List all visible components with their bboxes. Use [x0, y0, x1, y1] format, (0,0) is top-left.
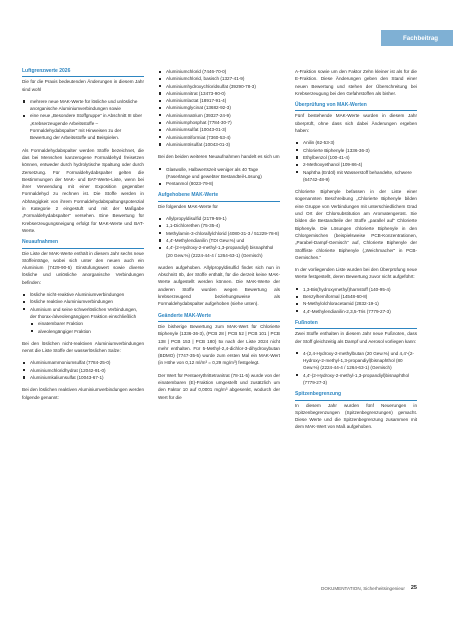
- list-item: Allylpropyldisulfid (2179-59-1): [158, 215, 280, 222]
- list-item: Aluminiumlactat (18917-91-4): [158, 97, 280, 104]
- page-number: 25: [410, 585, 417, 591]
- list-item: Aluminiumnatrium (39327-24-9): [158, 112, 280, 119]
- list-item: Naphtha (Erdöl) mit Wasserstoff behandelte, schwere (64742-48-9): [295, 169, 417, 184]
- heading-geaenderte-mak-werte: Geänderte MAK-Werte: [158, 313, 280, 322]
- paragraph: Der Wert für Pentaerythrittetranitrat (78-11-5) wurde von der einatembaren (E)-Fraktion umgestellt und zusätzlich um den Faktor 10 auf 0,0001 mg/m³ abgesenkt, wodurch der Wert für die: [158, 372, 280, 400]
- sub-list-item: alveolengängiger Fraktion: [22, 328, 144, 335]
- page-footer: [321, 585, 417, 591]
- list-item: Aluminium und seine schwerlöslichen Verbindungen, der thorax-/alveolengängigen Fraktion einschließlich: [22, 306, 144, 321]
- section-tab: [381, 30, 453, 46]
- bullet-list: [295, 139, 417, 183]
- list-item: Aluminiumnitrat (13473-90-0): [158, 90, 280, 97]
- paragraph: Als Formaldehydabspalter werden Stoffe bezeichnet, die das bei Menschen kanzerogene Formaldehyd freisetzen können, entweder durch hydrolytische Spaltung oder durch Zersetzung. Für Formaldehydabspalter gelten die Bestimmungen der MAK- und BAT-Werte-Liste, wenn bei ihrer Verwendung mit einer Exposition gegenüber Formaldehyd zu rechnen ist. Die Stoffe werden in Abhängigkeit von ihrem Formaldehydabspaltungspotenzial in Kategorie 2 eingestuft und mit der Maßgabe „Formaldehydabspalter“ versehen. Eine Bewertung für Krebserzeugungsneigung erfolgt für MAK-Werte und BAT-Werte.: [22, 147, 144, 233]
- bullet-list: [158, 68, 280, 148]
- list-item: Aluminiumtriformiat (7360-53-4): [158, 134, 280, 141]
- journal-name: DOKUMENTATION, Sicherheitsingenieur: [321, 585, 405, 591]
- heading-aufgehobene-mak-werte: Aufgehobene MAK-Werte: [158, 192, 280, 201]
- list-item: Methylamin-3-chlorallylchlorid (4080-31-3 / 51229-78-8): [158, 230, 280, 237]
- paragraph: Bei den löslichen nicht-reaktiven Aluminiumverbindungen nennt die Liste Stoffe der wasserlöslichen Salze:: [22, 340, 144, 354]
- paragraph: Chlorierte Biphenyle befassen in der Liste einer sogenannten Beschreibung „Chlorierte Biphenyle bilden eine Gruppe von Verbindungen mit unterschiedlichem Grad und Ort der Chlorsubstitution am Aromatengerüst. Sie bilden die Bestandteile der Stoffe „parallel auf“ Chlorierte Biphenyle. Die Lösungen chlorierte Biphenyle in den Chlorgemischen (beispielsweise PCB-Konzentrationen, „Parabel-Dampf-Gemisch“ auf, Chlorierte Biphenyle der Stoffliste chlorierte Biphenyle („Weichmacher“ in PCB-Gemischen.“: [295, 189, 417, 260]
- bullet-list: [22, 291, 144, 335]
- list-item: lösliche nicht-reaktive Aluminiumverbindungen: [22, 291, 144, 298]
- paragraph: Fünf bestehende MAK-Werte wurden in diesem Jahr überprüft, ohne dass sich dabei Änderungen ergeben haben:: [295, 113, 417, 134]
- paragraph: wurden aufgehoben. Allylpropyldisulfid findet sich nun in Abschnitt IIb, der Stoffe enthält, für die derzeit keine MAK-Werte aufgestellt werden können. Die MAK-Werte der anderen Stoffe wurden wegen Bewertung als krebserzeugend beziehungsweise als Formaldehydabspalter aufgehoben (siehe unten).: [158, 264, 280, 307]
- list-item: Aluminiumammoniumsulfat (7784-25-0): [22, 359, 144, 366]
- bullet-list: [158, 215, 280, 259]
- column-1: [22, 68, 144, 401]
- bullet-list: [22, 98, 144, 142]
- bullet-list: [22, 359, 144, 381]
- list-item: Pentanmol (8023-79-8): [158, 180, 280, 187]
- heading-fussnoten: Fußnoten: [295, 320, 417, 329]
- list-item: 4,4′-Methylendianilin (TDI Gew.%) und: [158, 237, 280, 244]
- paragraph: Die folgenden MAK-Werte für: [158, 203, 218, 209]
- list-item: Aluminiumtrisulfat (10043-01-3): [158, 141, 280, 148]
- paragraph: In der vorliegenden Liste wurden bei den Überprüfung neue Werte festgestellt, deren Bewertung zuvor nicht aufgeführt:: [295, 267, 417, 280]
- list-item: 1,1-Dichlorethen (75-35-4): [158, 222, 280, 229]
- paragraph: Die Liste der MAK-Werte enthält in diesem Jahr sechs neue Stoffeinträge, wobei sich unter den neuen auch ein Aluminium (7429-90-5) Einstufungswert sowie diverse lösliche und unlösliche anorganische Verbindungen befinden:: [22, 250, 144, 285]
- list-item: Aluminiumchlorid (7446-70-0): [158, 68, 280, 75]
- list-item: Aluminiumglycinat (13682-92-3): [158, 104, 280, 111]
- list-item: Benzylhemiformal (14548-60-8): [295, 293, 417, 300]
- heading-neuaufnahmen: Neuaufnahmen: [22, 239, 144, 248]
- heading-luftgrenzwerte: Luftgrenzwerte 2026: [22, 68, 144, 77]
- heading-spitzenbegrenzung: Spitzenbegrenzung: [295, 391, 417, 400]
- list-item: Ethylbenzol (100-41-4): [295, 154, 417, 161]
- list-item: eine neue „Besondere Stoffgruppe“ in Abschnitt III über „Krebserzeugende Arbeitsstoffe – Formaldehydabspalter“ mit Hinweisen zu der Bewertung der Arbeitsstoffe und Beispielen.: [22, 112, 144, 141]
- paragraph: Die bisherige Bewertung zum MAK-Wert für Chlorierte Biphenyle (1336-36-3), (PCB 28 | PCB 52 | PCB 101 | PCB 138 | PCB 153 | PCB 180) 5x nach der Liste 2024 nicht mehr enthalten. Für 5-Methyl-2,4-dichlor-3-dihydroxybutan (BDMO) (7747-35-5) wurde zum ersten Mal ein MAK-Wert (in Höhe von 0,12 ml/m³ = 0,29 mg/m³) festgelegt.: [158, 323, 280, 366]
- list-item: N-Methylolchloracetamid (2832-19-1): [295, 300, 417, 307]
- column-2: [158, 68, 280, 401]
- list-item: Anilin (62-53-3): [295, 139, 417, 146]
- list-item: Aluminiumhydroxychloridsulfat (39290-78-3): [158, 83, 280, 90]
- list-item: mehrere neue MAK-Werte für lösliche und unlösliche anorganische Aluminiumverbindungen sowie: [22, 98, 144, 113]
- paragraph: Die für die Praxis bedeutenden Änderungen in diesem Jahr sind wohl: [22, 79, 144, 92]
- list-item: Chlorierte Biphenyle (1336-36-3): [295, 147, 417, 154]
- paragraph: A-Fraktion sowie um den Faktor Zehn kleiner ist als für die E-Fraktion. Diese Änderungen geben den Stand einer neuen Bewertung und stehen der Überschreitung bei Krebserzeugung bei den Gefahrstoffen als bisher.: [295, 69, 417, 96]
- list-item: 1,3-Bis(hydroxymethyl)harnstoff (140-95-4): [295, 286, 417, 293]
- paragraph: Bei den löslichen reaktiven Aluminiumverbindungen werden folgende genannt:: [22, 387, 144, 400]
- section-tab-label: Fachbeitrag: [403, 34, 439, 42]
- paragraph: In diesem Jahr wurden fünf Neuerungen in Spitzenbegrenzungen (Spitzenbegrenzungen) gemacht. Diese Werte und die Spitzenbegrenzung zusammen mit dem MAK-Wert von Maß aufgehoben.: [295, 402, 417, 430]
- bullet-list: [295, 350, 417, 386]
- bullet-list: [158, 166, 280, 188]
- sub-list-item: einatembarer Fraktion: [22, 320, 144, 327]
- list-item: 4,4′-(2-Hydroxy-2-methyl-1,3-propandiyl) bisnaphthol (20 Gew.%) (2224-44-4 / 1264-63-1) (Gemisch): [158, 244, 280, 259]
- bullet-list: [295, 286, 417, 315]
- heading-ueberpruefung: Überprüfung von MAK-Werten: [295, 102, 417, 111]
- list-item: 4,4′-(2-Hydroxy-2-methyl-1,3-propandiyl)bisnaphthol (7779-27-3): [295, 372, 417, 387]
- list-item: 4-(2,4-Hydroxy-2-methylbutan (20 Gew.%) und 4,4′-(2-Hydroxy-2-methyl-1,3-propandiyl)bisnaphthol (80 Gew.%) (2224-44-4 / 1264-63-1) (Gemisch): [295, 350, 417, 372]
- list-item: Aluminiumphosphat (7784-30-7): [158, 119, 280, 126]
- list-item: Aluminiumkaliumsulfat (10043-67-1): [22, 374, 144, 381]
- paragraph: Bei den beiden weiteren Neuaufnahmen handelt es sich um: [158, 154, 280, 160]
- list-item: 4,4′-Methylendianilin-2,3,5-Tris (7779-27-3): [295, 308, 417, 315]
- list-item: Aluminiumchlorid, basisch (1327-41-9): [158, 75, 280, 82]
- list-item: lösliche reaktive Aluminiumverbindungen: [22, 298, 144, 305]
- list-item: Aluminiumchloridhydrat (12042-91-0): [22, 367, 144, 374]
- paragraph: Zwei Stoffe enthalten in diesem Jahr neue Fußnoten, dass der Stoff gleichzeitig als Dampf und Aerosol vorliegen kann:: [295, 331, 417, 344]
- list-item: 2-Methoxyethanol (109-86-4): [295, 161, 417, 168]
- list-item: Aluminiumsulfat (10043-01-3): [158, 126, 280, 133]
- list-item: Glaswolle, Halbwertszeit weniger als 40 Tage (Faserlänge und gewebter Bestandteil-Lösung): [158, 166, 280, 181]
- column-3: [295, 68, 417, 431]
